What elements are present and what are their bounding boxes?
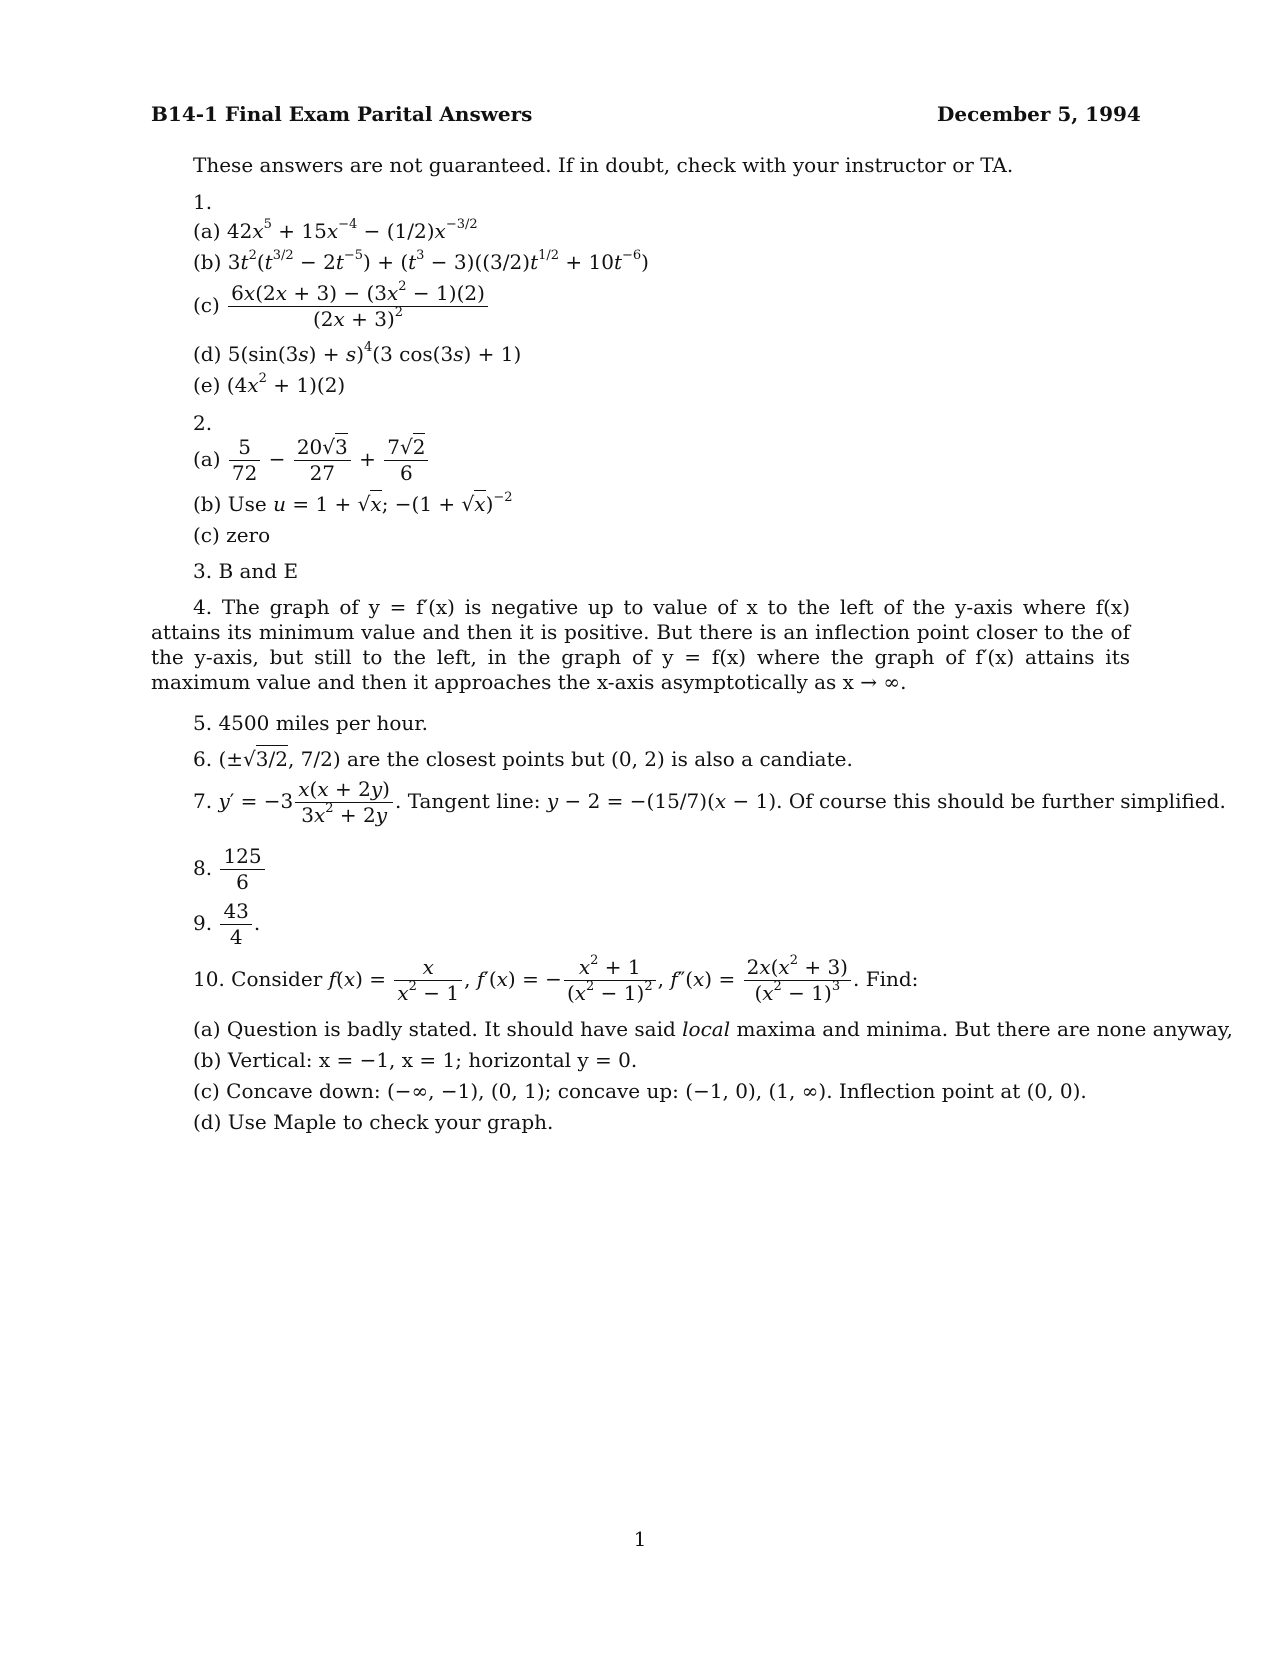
q8-answer: 8. $\frac{125}{6}$ <box>193 844 267 895</box>
page-number: 1 <box>633 1527 647 1551</box>
q10-b: (b) Vertical: x = −1, x = 1; horizontal y = 0. <box>193 1048 638 1072</box>
q2-c: (c) zero <box>193 523 271 547</box>
q1-a: (a) $42x^5 + 15x^{-4} - (1/2)x^{-3/2}$ <box>193 217 478 243</box>
q10-a: (a) Question is badly stated. It should have said local maxima and minima. But there are none anyway, <box>193 1017 1233 1041</box>
q10-d: (d) Use Maple to check your graph. <box>193 1110 554 1134</box>
q1-d: (d) $5(\sin(3s) + s)^4(3$ cos(3s) + 1) <box>193 340 522 366</box>
q1-c-fraction: $\frac{6x(2x + 3) - (3x^2 - 1)(2)}{(2x + 3)^2}$ <box>228 281 488 332</box>
q5-answer: 5. 4500 miles per hour. <box>193 711 428 735</box>
intro-text: These answers are not guaranteed. If in doubt, check with your instructor or TA. <box>193 153 1014 177</box>
q2-number: 2. <box>193 411 213 435</box>
q1-e: (e) $(4x^2 + 1)(2)$ <box>193 371 346 397</box>
document-title: B14-1 Final Exam Parital Answers <box>151 102 533 126</box>
q9-answer: 9. $\frac{43}{4}$ . <box>193 899 261 949</box>
q1-number: 1. <box>193 190 213 214</box>
q7-answer: 7. y′ = −3 $\frac{x(x + 2y)}{3x^2 + 2y}$ . Tangent line: y − 2 = −(15/7)(x − 1). Of course this should be further simplified. <box>193 777 1226 827</box>
q1-b: (b) $3t^2(t^{3/2} - 2t^{-5}) + (t^3 - 3)((3/2)t^{1/2} + 10t^{-6})$ <box>193 248 649 274</box>
q2-b: (b) Use u = 1 + √x; $-(1 + √x)^{-2}$ <box>193 490 513 516</box>
q10-statement: 10. Consider f(x) = $\frac{x}{x^2 - 1}$ , f′(x) = − $\frac{x^2 + 1}{(x^2 - 1)^2}$ , f″(x) = $\frac{2x(x^2 + 3)}{(x^2 - 1)^3}$ . Find: <box>193 953 919 1005</box>
q6-answer: 6. (±√3/2, 7/2) are the closest points but (0, 2) is also a candiate. <box>193 747 853 771</box>
q1-c: (c) $\frac{6x(2x + 3) - (3x^2 - 1)(2)}{(2x + 3)^2}$ <box>193 281 490 332</box>
q4-answer: 4. The graph of y = f′(x) is negative up to value of x to the left of the y-axis where f(x) attains its minimum value and then it is positive. But there is an inflection point closer to the of the y-axis, but still to the left, in the graph of y = f(x) where the graph of f′(x) attains its maximum value and then it approaches the x-axis asymptotically as x → ∞. <box>151 595 1130 694</box>
q10-c: (c) Concave down: (−∞, −1), (0, 1); concave up: (−1, 0), (1, ∞). Inflection point at (0, 0). <box>193 1079 1087 1103</box>
document-date: December 5, 1994 <box>937 102 1141 126</box>
q2-a: (a) $\frac{5}{72}$ − $\frac{20√3}{27}$ + $\frac{7√2}{6}$ <box>193 435 430 486</box>
q3-answer: 3. B and E <box>193 559 299 583</box>
